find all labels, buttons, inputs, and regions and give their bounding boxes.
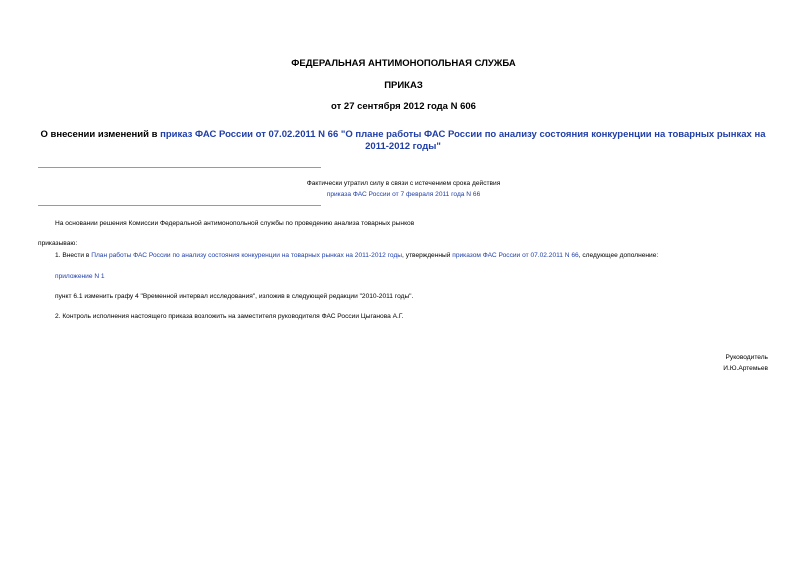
order-66-link[interactable]: приказом ФАС России от 07.02.2011 N 66 <box>452 252 579 259</box>
signature-name: И.Ю.Артемьев <box>723 365 768 372</box>
divider-bottom <box>38 205 321 206</box>
title-amended-order-link[interactable]: приказ ФАС России от 07.02.2011 N 66 "О плане работы ФАС России по анализу состояния конкуренции на товарных рынках на 2011-2012 годы" <box>160 129 766 152</box>
title-prefix: О внесении изменений в <box>40 129 161 140</box>
item-1-suffix: , следующее дополнение: <box>578 252 659 259</box>
appendix-link[interactable]: приложение N 1 <box>55 273 105 280</box>
document-date-number: от 27 сентября 2012 года N 606 <box>331 101 476 112</box>
item-1-paragraph <box>55 252 658 259</box>
work-plan-link[interactable]: План работы ФАС России по анализу состояния конкуренции на товарных рынках на 2011-2012 годы <box>91 252 403 259</box>
basis-paragraph: На основании решения Комиссии Федеральной антимонопольной службы по проведению анализа товарных рынков <box>55 220 415 227</box>
document-type: ПРИКАЗ <box>384 80 423 91</box>
status-note: Фактически утратил силу в связи с истечением срока действия <box>306 180 501 187</box>
item-1-middle: , утвержденный <box>402 252 453 259</box>
signature-position: Руководитель <box>725 354 768 361</box>
status-order-link[interactable]: приказа ФАС России от 7 февраля 2011 года N 66 <box>326 191 481 198</box>
item-1-prefix: 1. Внести в <box>55 252 92 259</box>
item-2-paragraph: 2. Контроль исполнения настоящего приказа возложить на заместителя руководителя ФАС России Цыганова А.Г. <box>55 313 404 320</box>
divider-top <box>38 167 321 168</box>
agency-name: ФЕДЕРАЛЬНАЯ АНТИМОНОПОЛЬНАЯ СЛУЖБА <box>291 58 516 69</box>
document-title <box>38 129 768 153</box>
point-paragraph: пункт 6.1 изменить графу 4 "Временной интервал исследования", изложив в следующей редакции "2010-2011 годы". <box>55 293 414 300</box>
order-word: приказываю: <box>38 240 78 247</box>
